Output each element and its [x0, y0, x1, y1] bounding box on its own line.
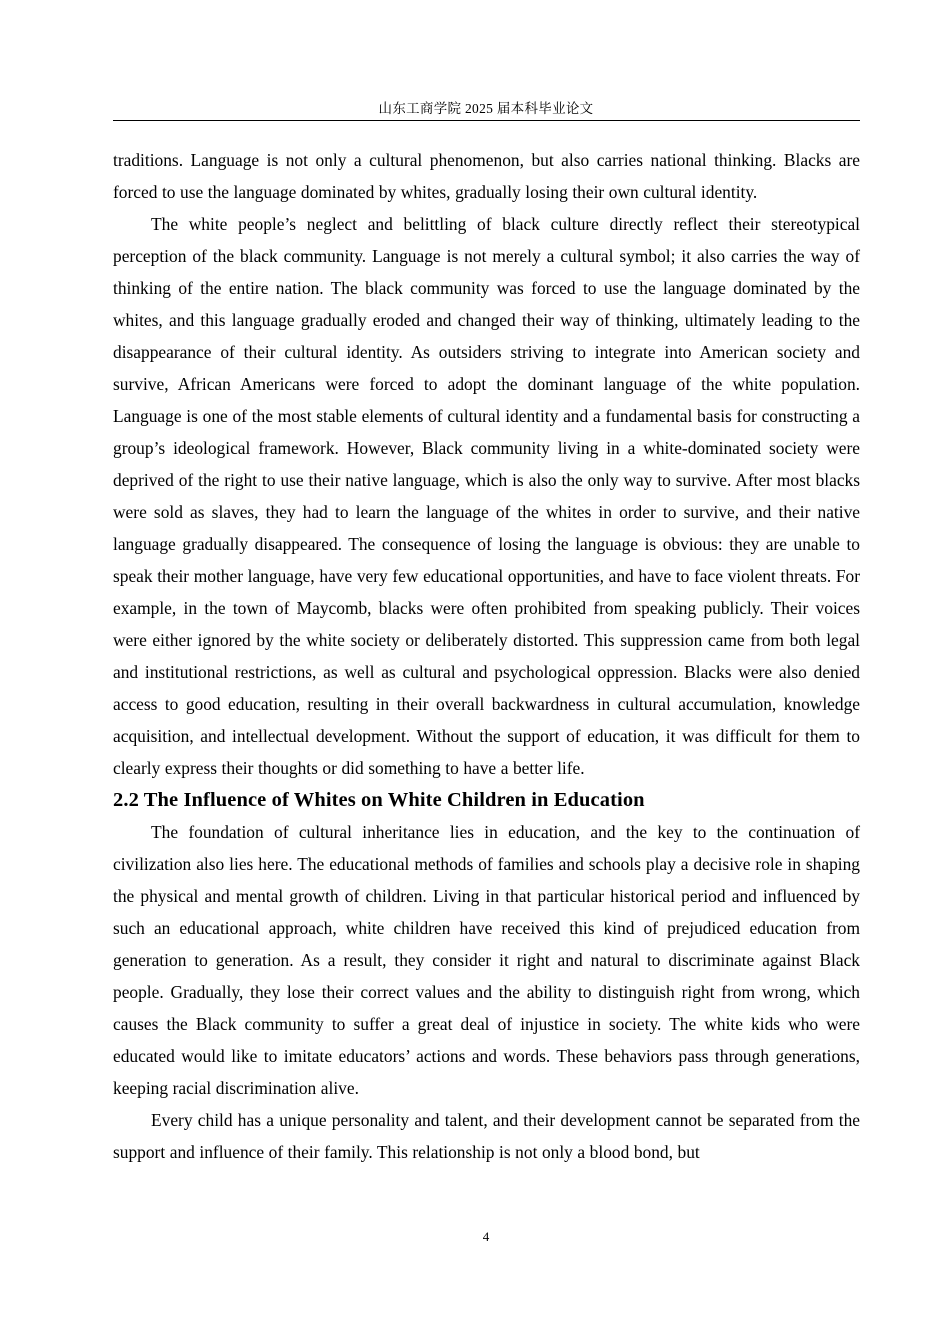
body-text: [113, 144, 860, 1168]
paragraph-language-identity: The white people’s neglect and belittling of black culture directly reflect their stereotypical perception of the black community. Language is not merely a cultural symbol; it also carries the way of thinking of the entire nation. The black community was forced to use the language dominated by the whites, and this language gradually eroded and changed their way of thinking, ultimately leading to the disappearance of their cultural identity. As outsiders striving to integrate into American society and survive, African Americans were forced to adopt the dominant language of the white population. Language is one of the most stable elements of cultural identity and a fundamental basis for constructing a group’s ideological framework. However, Black community living in a white-dominated society were deprived of the right to use their native language, which is also the only way to survive. After most blacks were sold as slaves, they had to learn the language of the whites in order to survive, and their native language gradually disappeared. The consequence of losing the language is obvious: they are unable to speak their mother language, have very few educational opportunities, and have to face violent threats. For example, in the town of Maycomb, blacks were often prohibited from speaking publicly. Their voices were either ignored by the white society or deliberately distorted. This suppression came from both legal and institutional restrictions, as well as cultural and psychological oppression. Blacks were also denied access to good education, resulting in their overall backwardness in cultural accumulation, knowledge acquisition, and intellectual development. Without the support of education, it was difficult for them to clearly express their thoughts or did something to have a better life.: [113, 214, 860, 778]
paragraph-family-influence: Every child has a unique personality and talent, and their development cannot be separated from the support and influence of their family. This relationship is not only a blood bond, but: [113, 1110, 860, 1162]
paragraph-continuation: traditions. Language is not only a cultural phenomenon, but also carries national thinking. Blacks are forced to use the language dominated by whites, gradually losing their own cultural identity.: [113, 150, 860, 202]
page-number: 4: [482, 1229, 490, 1244]
header-rule: [113, 120, 860, 121]
section-heading: 2.2 The Influence of Whites on White Children in Education: [113, 789, 645, 811]
running-header: 山东工商学院 2025 届本科毕业论文: [378, 101, 594, 116]
paragraph-education-foundation: The foundation of cultural inheritance lies in education, and the key to the continuation of civilization also lies here. The educational methods of families and schools play a decisive role in shaping the physical and mental growth of children. Living in that particular historical period and influenced by such an educational approach, white children have received this kind of prejudiced education from generation to generation. As a result, they consider it right and natural to discriminate against Black people. Gradually, they lose their correct values and the ability to distinguish right from wrong, which causes the Black community to suffer a great deal of injustice in society. The white kids who were educated would like to imitate educators’ actions and words. These behaviors pass through generations, keeping racial discrimination alive.: [113, 822, 860, 1098]
